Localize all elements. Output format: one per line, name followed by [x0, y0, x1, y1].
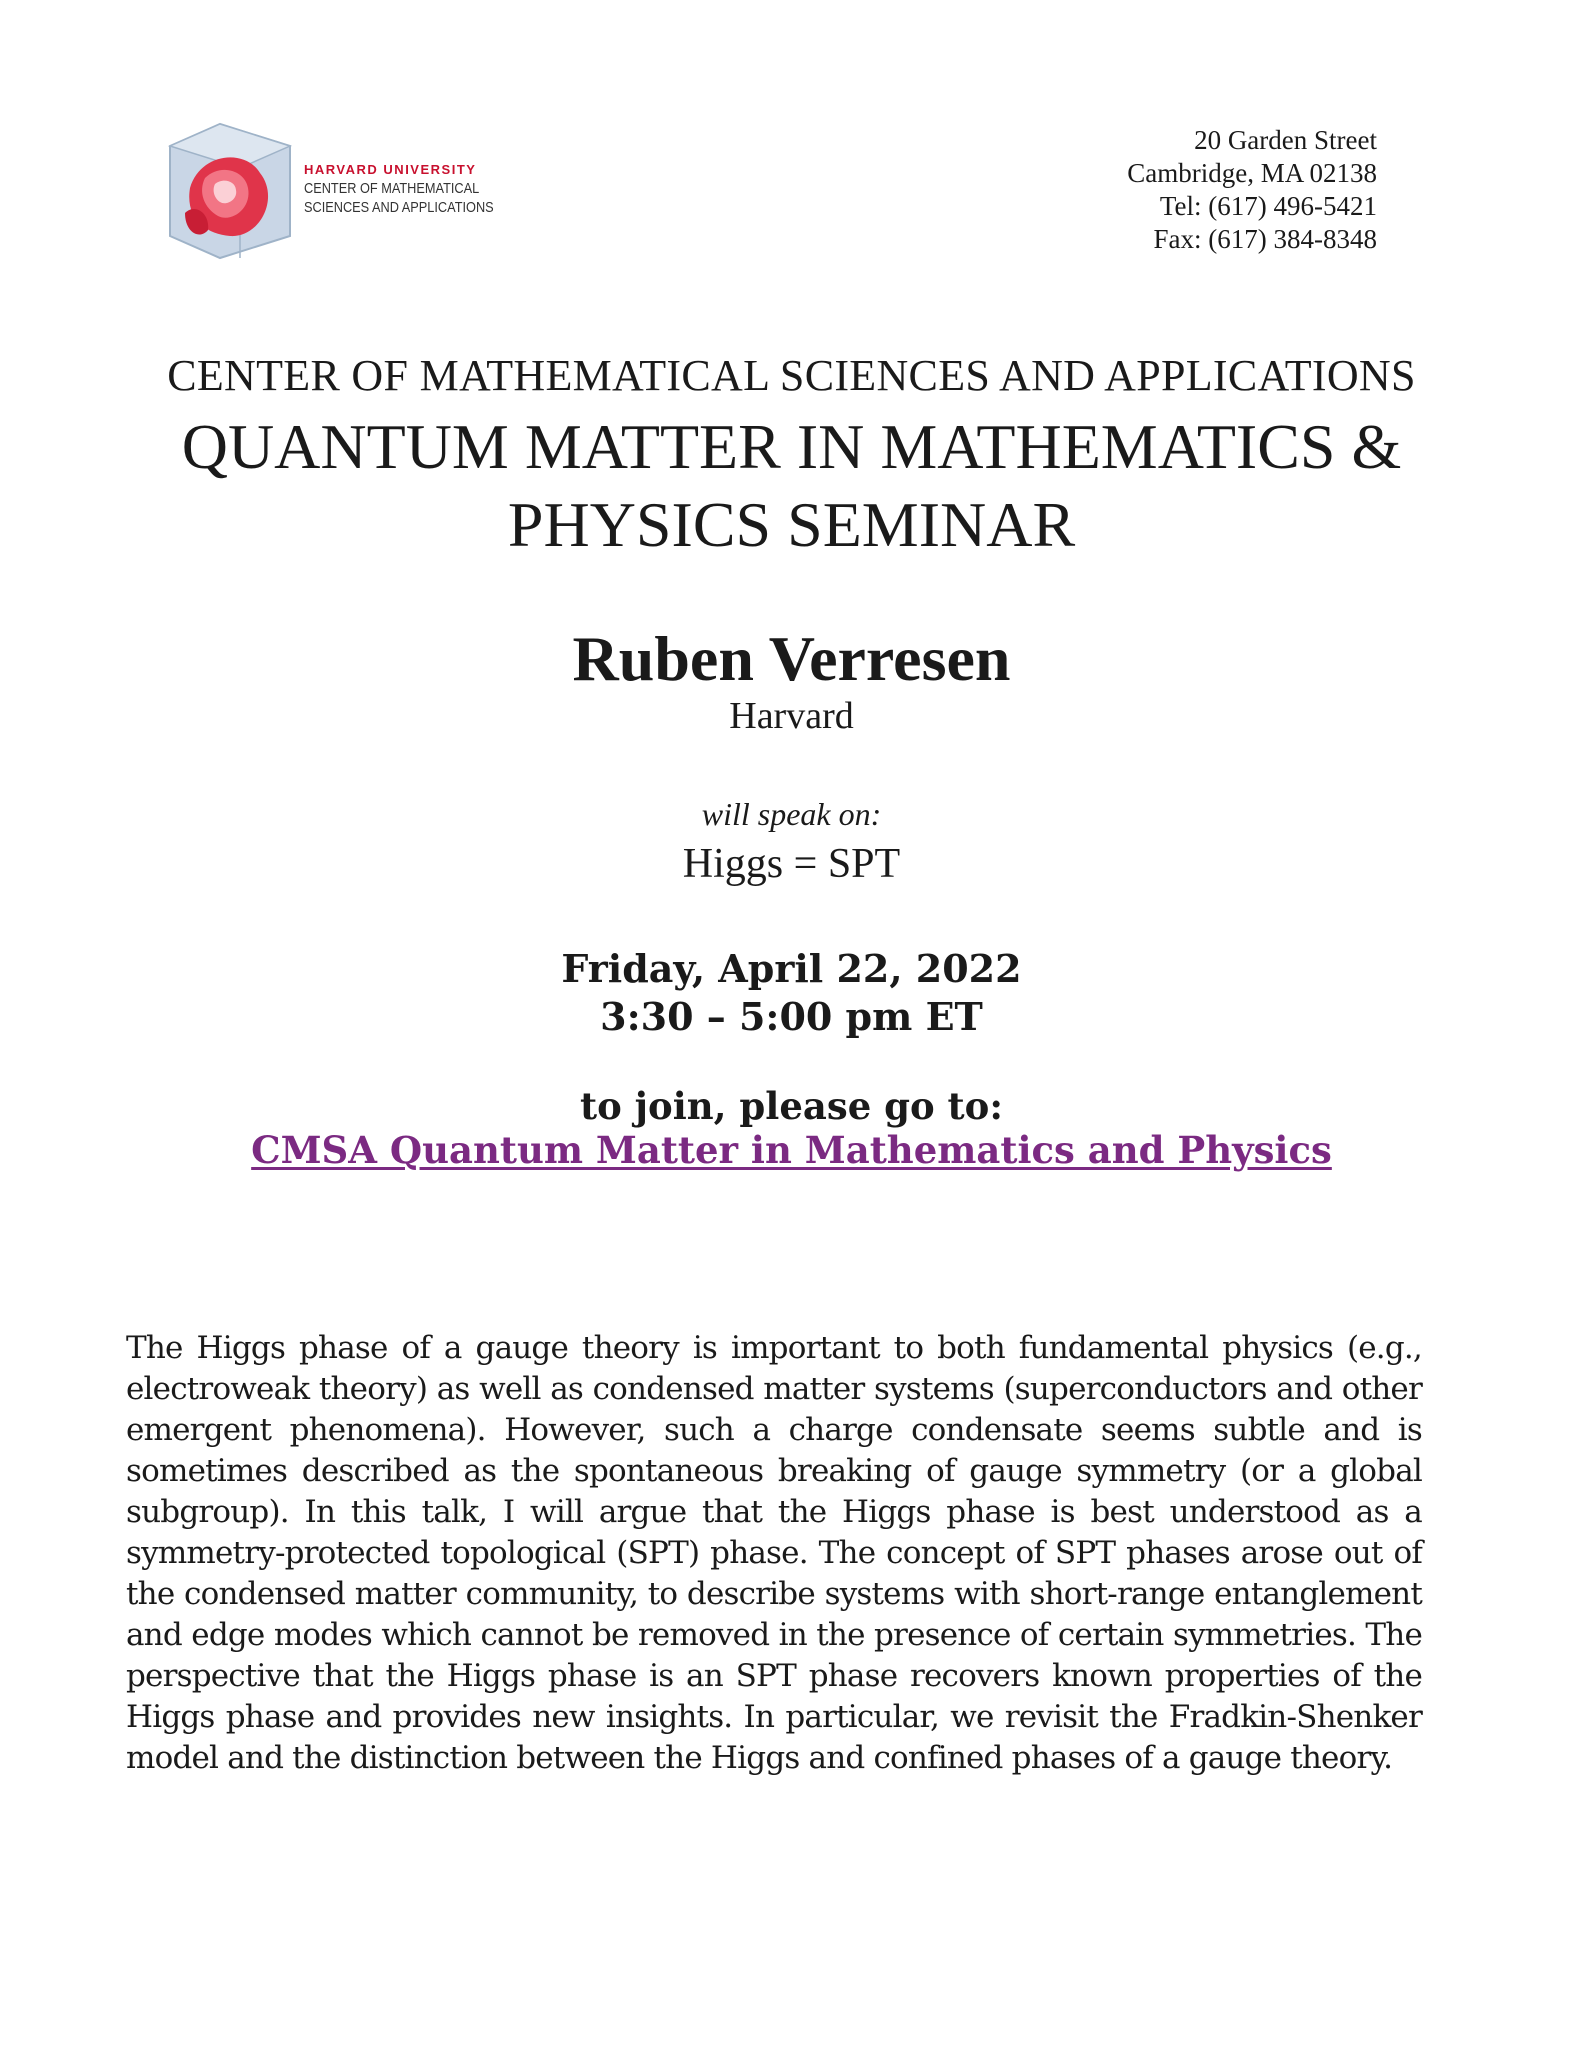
seminar-title-line2: PHYSICS SEMINAR [507, 489, 1076, 560]
center-name: CENTER OF MATHEMATICAL SCIENCES AND APPLICATIONS [167, 351, 1416, 400]
join-link[interactable]: CMSA Quantum Matter in Mathematics and Physics [251, 1128, 1332, 1172]
logo-university: HARVARD UNIVERSITY [304, 162, 477, 177]
logo-text [304, 160, 527, 217]
event-time: 3:30 – 5:00 pm ET [600, 994, 983, 1039]
speaker-affiliation: Harvard [729, 695, 854, 737]
logo-center-line: CENTER OF MATHEMATICAL [304, 180, 480, 197]
abstract-text: The Higgs phase of a gauge theory is important to both fundamental physics (e.g., electroweak theory) as well as condensed matter systems (superconductors and other emergent phenomena). However, such a charge condensate seems subtle and is sometimes described as the spontaneous breaking of gauge symmetry (or a global subgroup). In this talk, I will argue that the Higgs phase is best understood as a symmetry-protected topological (SPT) phase. The concept of SPT phases arose out of the condensed matter community, to describe systems with short-range entanglement and edge modes which cannot be removed in the presence of certain symmetries. The perspective that the Higgs phase is an SPT phase recovers known properties of the Higgs phase and provides new insights. In particular, we revisit the Fradkin-Shenker model and the distinction between the Higgs and confined phases of a gauge theory. [126, 1330, 1422, 1776]
address-tel: Tel: (617) 496-5421 [1159, 191, 1377, 221]
address-block [1127, 124, 1377, 256]
logo-sciences-line: SCIENCES AND APPLICATIONS [304, 199, 494, 216]
address-fax: Fax: (617) 384-8348 [1153, 224, 1377, 254]
seminar-title [0, 408, 1583, 564]
join-prompt: to join, please go to: [580, 1084, 1003, 1128]
talk-title: Higgs = SPT [682, 841, 901, 887]
cmsa-logo [160, 118, 500, 263]
will-speak-on: will speak on: [701, 796, 882, 832]
event-date: Friday, April 22, 2022 [561, 946, 1022, 991]
join-link-container [0, 1128, 1583, 1172]
address-street: 20 Garden Street [1194, 125, 1377, 155]
seminar-title-line1: QUANTUM MATTER IN MATHEMATICS & [181, 411, 1402, 482]
address-city: Cambridge, MA 02138 [1127, 158, 1377, 188]
speaker-name: Ruben Verresen [572, 623, 1011, 694]
cube-logo-icon [160, 118, 300, 263]
